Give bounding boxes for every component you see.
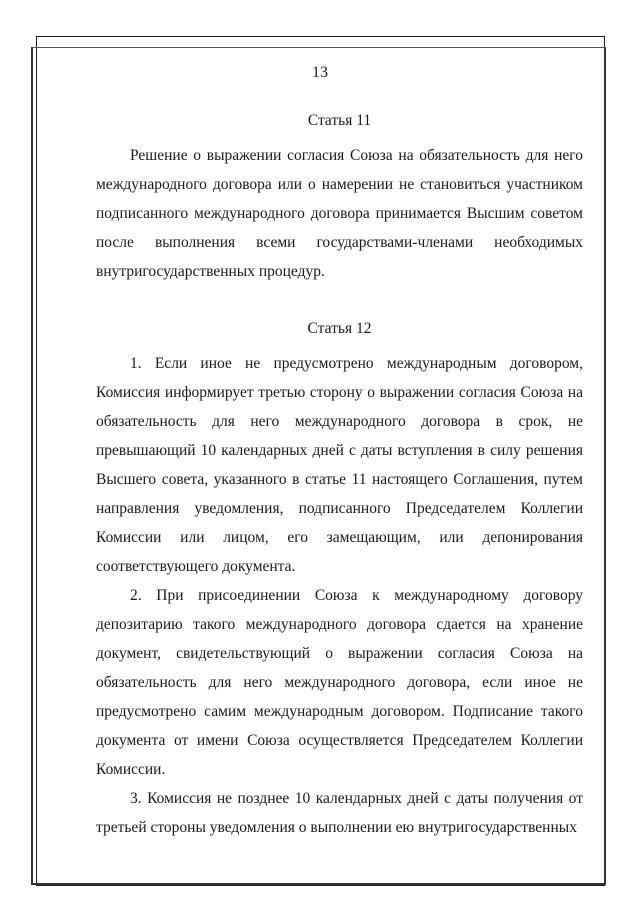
article-11 (96, 106, 583, 286)
article-12 (96, 314, 583, 842)
page-number: 13 (312, 64, 328, 81)
article-paragraph: Решение о выражении согласия Союза на обязательность для него международного договора или о намерении не становиться участником подписанного международного договора принимается Высшим советом после выполнения всеми государствами-членами необходимых внутригосударственных процедур. (96, 147, 583, 280)
article-paragraph: 1. Если иное не предусмотрено международным договором, Комиссия информирует третью сторону о выражении согласия Союза на обязательность для него международного договора в срок, не превышающий 10 календарных дней с даты вступления в силу решения Высшего совета, указанного в статье 11 настоящего Соглашения, путем направления уведомления, подписанного Председателем Коллегии Комиссии или лицом, его замещающим, или депонирования соответствующего документа. (96, 355, 583, 575)
article-title: Статья 12 (307, 320, 372, 337)
article-paragraph: 2. При присоединении Союза к международному договору депозитарию такого международного договора сдается на хранение документ, свидетельствующий о выражении согласия Союза на обязательность для него международного договора, если иное не предусмотрено самим международным договором. Подписание такого документа от имени Союза осуществляется Председателем Коллегии Комиссии. (96, 587, 583, 778)
document-body (96, 106, 583, 842)
article-title: Статья 11 (307, 112, 372, 129)
article-paragraph: 3. Комиссия не позднее 10 календарных дней с даты получения от третьей стороны уведомления о выполнении ею внутригосударственных (96, 790, 583, 836)
